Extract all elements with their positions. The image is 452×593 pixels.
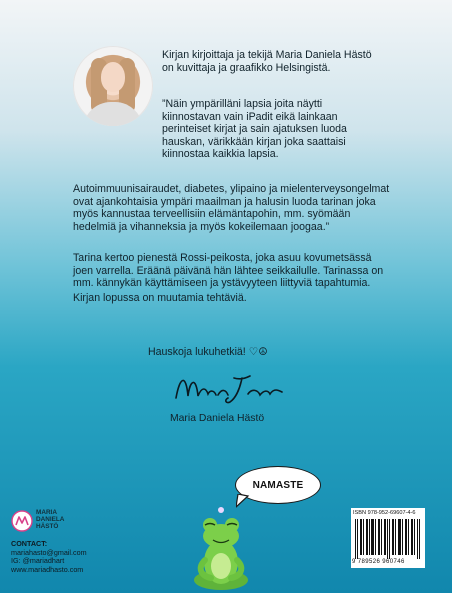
isbn-label: ISBN 978-952-69607-4-6	[353, 510, 416, 516]
contact-email: mariahasto@gmail.com	[11, 547, 87, 557]
author-quote-part-2: Autoimmuunisairaudet, diabetes, ylipaino ja mielenterveysongelmat ovat ajankohtaisia ympäri maailman ja halusin luoda tarinan joka myös kannustaa terveellisiin elämäntapohin, mm. syömään hedelmiä ja vihanneksia ja myös kokeilemaan joogaa.”	[73, 183, 390, 233]
isbn-barcode-box	[351, 508, 425, 568]
author-photo	[73, 46, 153, 126]
yoga-frog-icon	[191, 500, 251, 593]
story-description: Tarina kertoo pienestä Rossi-peikosta, joka asuu kovumetsässä joen varrella. Eräänä päivänä hän lähtee seikkailulle. Tarinassa on mm. kännykän käyttämiseen ja ystävyyteen liittyviä tapahtumia.	[73, 252, 384, 290]
handwritten-signature	[170, 368, 290, 408]
contact-heading: CONTACT:	[11, 539, 48, 548]
author-quote-part-1: ”Näin ympärilläni lapsia joita näytti kiinnostavan vain iPadit eikä lainkaan perinteiset kirjat ja sain ajatuksen luoda hauskan, värikkään kirjan joka saattaisi kiinnostaa kaikkia lapsia.	[162, 98, 347, 161]
brand-logo-text: MARIA DANIELA HÄSTÖ	[36, 509, 65, 530]
author-bio: Kirjan kirjoittaja ja tekijä Maria Daniela Hästö on kuvittaja ja graafikko Helsingistä.	[162, 49, 372, 74]
contact-info	[11, 540, 131, 574]
barcode-icon	[355, 519, 421, 559]
greeting-text: Hauskoja lukuhetkiä!	[148, 346, 246, 358]
signature-name: Maria Daniela Hästö	[170, 413, 265, 424]
greeting	[148, 346, 308, 359]
barcode-number: 9 789526 960746	[352, 559, 405, 565]
contact-instagram: IG: @mariadhart	[11, 556, 65, 566]
heart-peace-icon: ♡☮	[248, 346, 268, 358]
tasks-note: Kirjan lopussa on muutamia tehtäviä.	[73, 292, 247, 304]
contact-website: www.mariadhasto.com	[11, 564, 84, 574]
speech-bubble-text: NAMASTE	[252, 479, 304, 491]
